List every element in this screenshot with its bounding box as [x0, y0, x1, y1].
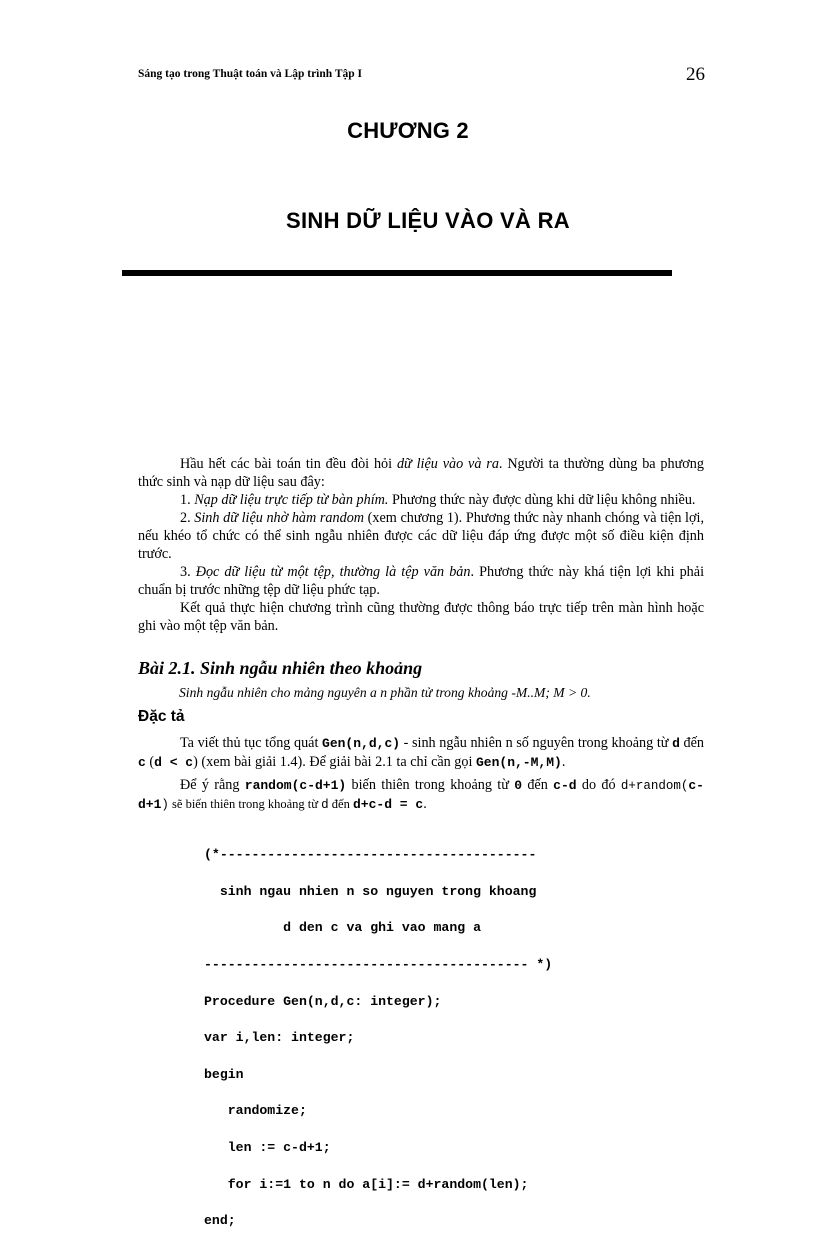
running-header: Sáng tạo trong Thuật toán và Lập trình Tập I: [138, 68, 362, 80]
code-line: ----------------------------------------- *): [204, 957, 553, 973]
code-line: var i,len: integer;: [204, 1030, 355, 1046]
chapter-label: CHƯƠNG 2: [347, 118, 469, 143]
code-line: begin: [204, 1066, 244, 1082]
code-line: randomize;: [204, 1103, 307, 1119]
code-listing: [204, 828, 552, 1249]
method-item-1: 1. Nạp dữ liệu trực tiếp từ bàn phím. Phương thức này được dùng khi dữ liệu không nhiều.: [180, 492, 696, 508]
code-line: len := c-d+1;: [204, 1140, 331, 1156]
spec-paragraph-2: Để ý rằng random(c-d+1) biến thiên trong khoảng từ 0 đến c-d do đó d+random(c-d+1) sẽ biến thiên trong khoảng từ d đến d+c-d = c.: [138, 777, 704, 812]
code-line: Procedure Gen(n,d,c: integer);: [204, 993, 442, 1009]
intro-body: [138, 455, 704, 635]
spec-paragraph-1: Ta viết thủ tục tổng quát Gen(n,d,c) - sinh ngẫu nhiên n số nguyên trong khoảng từ d đến c (d < c) (xem bài giải 1.4). Để giải bài 2.1 ta chỉ cần gọi Gen(n,-M,M).: [138, 735, 704, 770]
code-line: (*----------------------------------------: [204, 847, 537, 863]
intro-paragraph: Hầu hết các bài toán tin đều đòi hỏi dữ liệu vào và ra. Người ta thường dùng ba phương thức sinh và nạp dữ liệu sau đây:: [138, 456, 704, 490]
spec-body: [138, 734, 704, 814]
title-divider: [122, 270, 672, 276]
code-line: end;: [204, 1213, 236, 1229]
method-item-3: 3. Đọc dữ liệu từ một tệp, thường là tệp văn bản. Phương thức này khá tiện lợi khi phải chuẩn bị trước những tệp dữ liệu phức tạp.: [138, 564, 705, 598]
spec-heading: Đặc tả: [138, 708, 185, 725]
page-number: 26: [686, 64, 705, 85]
code-line: for i:=1 to n do a[i]:= d+random(len);: [204, 1176, 529, 1192]
code-line: sinh ngau nhien n so nguyen trong khoang: [204, 883, 537, 899]
section-description: Sinh ngẫu nhiên cho mảng nguyên a n phần tử trong khoảng -M..M; M > 0.: [179, 685, 591, 700]
section-title: Bài 2.1. Sinh ngẫu nhiên theo khoảng: [138, 658, 423, 678]
code-line: d den c va ghi vao mang a: [204, 920, 481, 936]
chapter-title: SINH DỮ LIỆU VÀO VÀ RA: [286, 208, 570, 233]
method-item-2: 2. Sinh dữ liệu nhờ hàm random (xem chương 1). Phương thức này nhanh chóng và tiện lợi, nếu khéo tổ chức có thể sinh ngẫu nhiên được các dữ liệu đáp ứng được một số điều kiện định trước.: [138, 510, 704, 562]
result-paragraph: Kết quả thực hiện chương trình cũng thường được thông báo trực tiếp trên màn hình hoặc ghi vào một tệp văn bản.: [138, 600, 704, 634]
